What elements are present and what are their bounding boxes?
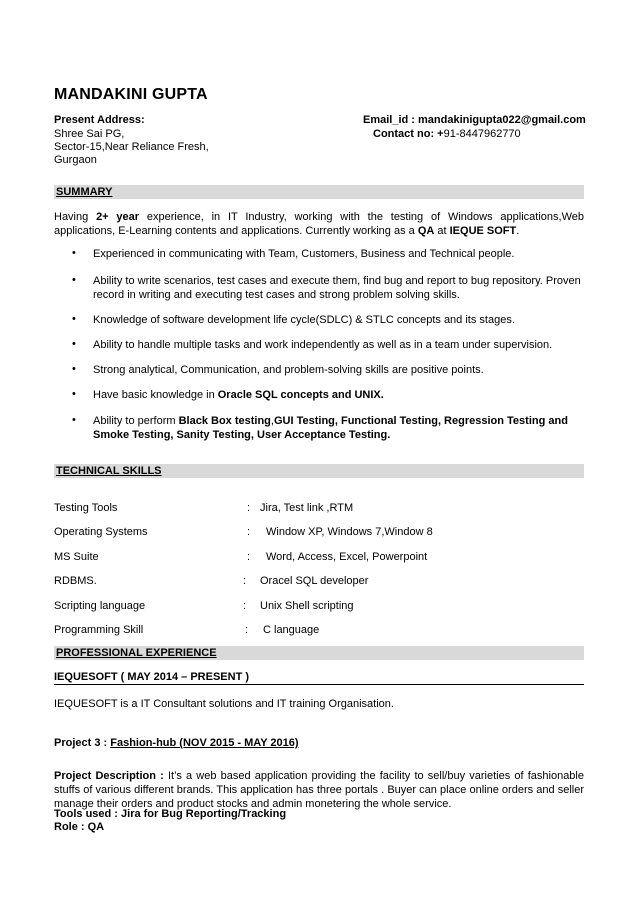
- email[interactable]: Email_id : mandakinigupta022@gmail.com: [363, 114, 586, 126]
- contact-label: Contact no: +: [373, 128, 444, 140]
- summary-title: SUMMARY: [56, 186, 113, 198]
- skill-colon: :: [243, 600, 247, 612]
- skill-colon: :: [247, 551, 251, 563]
- summary-bar: [54, 185, 584, 199]
- contact-number: [373, 128, 521, 140]
- experience-title: PROFESSIONAL EXPERIENCE: [56, 647, 217, 659]
- company-description: IEQUESOFT is a IT Consultant solutions and IT training Organisation.: [54, 698, 394, 710]
- company-divider: [54, 684, 584, 685]
- skill-label: Operating Systems: [54, 526, 148, 538]
- bullet-icon: •: [72, 338, 76, 350]
- company-heading: IEQUESOFT ( MAY 2014 – PRESENT ): [54, 671, 250, 683]
- address-line-2: Sector-15,Near Reliance Fresh,: [54, 141, 209, 153]
- skill-value: Oracel SQL developer: [260, 575, 369, 587]
- project-heading: Project 3 : Fashion-hub (NOV 2015 - MAY 2016): [54, 737, 299, 749]
- summary-bullet-4: Ability to handle multiple tasks and work independently as well as in a team under supervision.: [93, 339, 553, 351]
- bullet-icon: •: [72, 388, 76, 400]
- skill-value: Jira, Test link ,RTM: [260, 502, 354, 514]
- skill-value: Window XP, Windows 7,Window 8: [266, 526, 433, 538]
- summary-bullet-7: Ability to perform Black Box testing,GUI Testing, Functional Testing, Regression Testing and Smoke Testing, Sanity Testing, User Acceptance Testing.: [93, 415, 568, 441]
- address-line-3: Gurgaon: [54, 154, 97, 166]
- skill-label: Scripting language: [54, 600, 146, 612]
- project-description: Project Description : It’s a web based application providing the facility to sell/buy varieties of fashionable stuffs of various different brands. This application has three portals . Buyer can place online orders and seller manage their orders and product stocks and admin monetering the whole service.: [54, 770, 584, 810]
- technical-skills-title: TECHNICAL SKILLS: [56, 465, 162, 477]
- summary-bullet-3: Knowledge of software development life cycle(SDLC) & STLC concepts and its stages.: [93, 314, 515, 326]
- skill-label: MS Suite: [54, 551, 99, 563]
- bullet-icon: •: [72, 247, 76, 259]
- summary-intro: Having 2+ year experience, in IT Industry, working with the testing of Windows applications,Web applications, E-Learning contents and applications. Currently working as a QA at IEQUE SOFT.: [54, 211, 584, 237]
- bullet-icon: •: [72, 414, 76, 426]
- bullet-icon: •: [72, 363, 76, 375]
- skill-value: Word, Access, Excel, Powerpoint: [266, 551, 428, 563]
- tools-used: Tools used : Jira for Bug Reporting/Tracking: [54, 808, 287, 820]
- summary-bullet-5: Strong analytical, Communication, and problem-solving skills are positive points.: [93, 364, 484, 376]
- summary-bullet-2: Ability to write scenarios, test cases and execute them, find bug and report to bug repository. Proven record in writing and executing test cases and strong problem solving skills.: [93, 275, 581, 301]
- contact-value: 91-8447962770: [443, 128, 521, 140]
- skill-colon: :: [247, 502, 251, 514]
- skill-label: RDBMS.: [54, 575, 97, 587]
- skill-colon: :: [243, 575, 247, 587]
- skill-colon: :: [247, 526, 251, 538]
- bullet-icon: •: [72, 274, 76, 286]
- role: Role : QA: [54, 821, 105, 833]
- candidate-name: MANDAKINI GUPTA: [54, 86, 208, 103]
- summary-bullet-6: Have basic knowledge in Oracle SQL concepts and UNIX.: [93, 389, 384, 401]
- address-label: Present Address:: [54, 114, 145, 126]
- bullet-icon: •: [72, 313, 76, 325]
- skill-colon: :: [245, 624, 249, 636]
- summary-bullet-1: Experienced in communicating with Team, Customers, Business and Technical people.: [93, 248, 515, 260]
- skill-label: Testing Tools: [54, 502, 118, 514]
- skill-value: C language: [263, 624, 320, 636]
- skill-label: Programming Skill: [54, 624, 144, 636]
- address-line-1: Shree Sai PG,: [54, 128, 125, 140]
- skill-value: Unix Shell scripting: [260, 600, 354, 612]
